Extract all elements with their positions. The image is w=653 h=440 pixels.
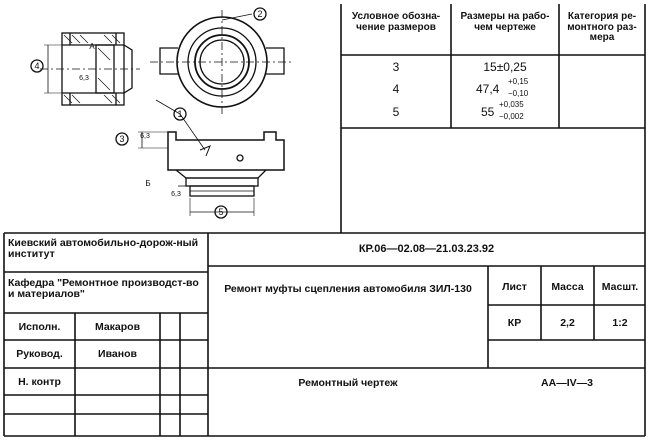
spec-row-size: 55 (481, 105, 495, 119)
department-name: Кафедра "Ремонтное производст-во и материалов" (8, 277, 199, 301)
institute-name: Киевский автомобильно-дорож-ный институт (8, 237, 199, 261)
spec-header-category: Категория ре-монтного раз-мера (567, 11, 637, 43)
callout-1: 1 (177, 109, 183, 119)
spec-header-designation: Условное обозна-чение размеров (351, 11, 441, 33)
spec-row-lower-tol: −0,002 (499, 112, 524, 121)
spec-row-id: 4 (392, 82, 400, 96)
roughness-1: 6,3 (79, 75, 89, 82)
spec-row-id: 5 (392, 105, 400, 119)
document-code: КР.06—02.08—21.03.23.92 (358, 243, 495, 255)
sheet-header: Лист (502, 281, 527, 293)
callout-3: 3 (119, 134, 125, 144)
drawing-title: Ремонт муфты сцепления автомобиля ЗИЛ-130 (224, 283, 472, 295)
spec-row-size: 15±0,25 (483, 60, 527, 74)
spec-row-id: 3 (392, 60, 400, 74)
role-label: Н. контр (18, 376, 61, 388)
dim-mark-a: A (89, 42, 95, 51)
plan-view (150, 10, 294, 114)
spec-row-lower-tol: −0,10 (508, 89, 529, 98)
mass-value: 2,2 (560, 317, 575, 329)
clutch-drawing (0, 0, 341, 233)
scale-header: Масшт. (601, 281, 639, 293)
elevation-view (138, 100, 284, 216)
role-person: Макаров (94, 321, 141, 333)
callout-4: 4 (34, 61, 40, 71)
mark-b: Б (145, 179, 151, 188)
group-code: АА—IV—3 (541, 377, 593, 389)
spec-row-size: 47,4 (476, 82, 500, 96)
scale-value: 1:2 (612, 317, 628, 329)
spec-header-size: Размеры на рабо-чем чертеже (460, 11, 550, 33)
spec-row-upper-tol: +0,035 (499, 100, 524, 109)
callout-2: 2 (257, 9, 263, 19)
role-person: Иванов (98, 348, 137, 360)
roughness-2: 6,3 (140, 133, 150, 140)
role-label: Руковод. (16, 348, 63, 360)
callout-5: 5 (218, 207, 224, 217)
roughness-3: 6,3 (171, 191, 181, 198)
sheet-value: КР (507, 317, 522, 329)
role-label: Исполн. (18, 321, 61, 333)
mass-header: Масса (551, 281, 584, 293)
document-type: Ремонтный чертеж (298, 377, 398, 389)
spec-row-upper-tol: +0,15 (508, 77, 529, 86)
